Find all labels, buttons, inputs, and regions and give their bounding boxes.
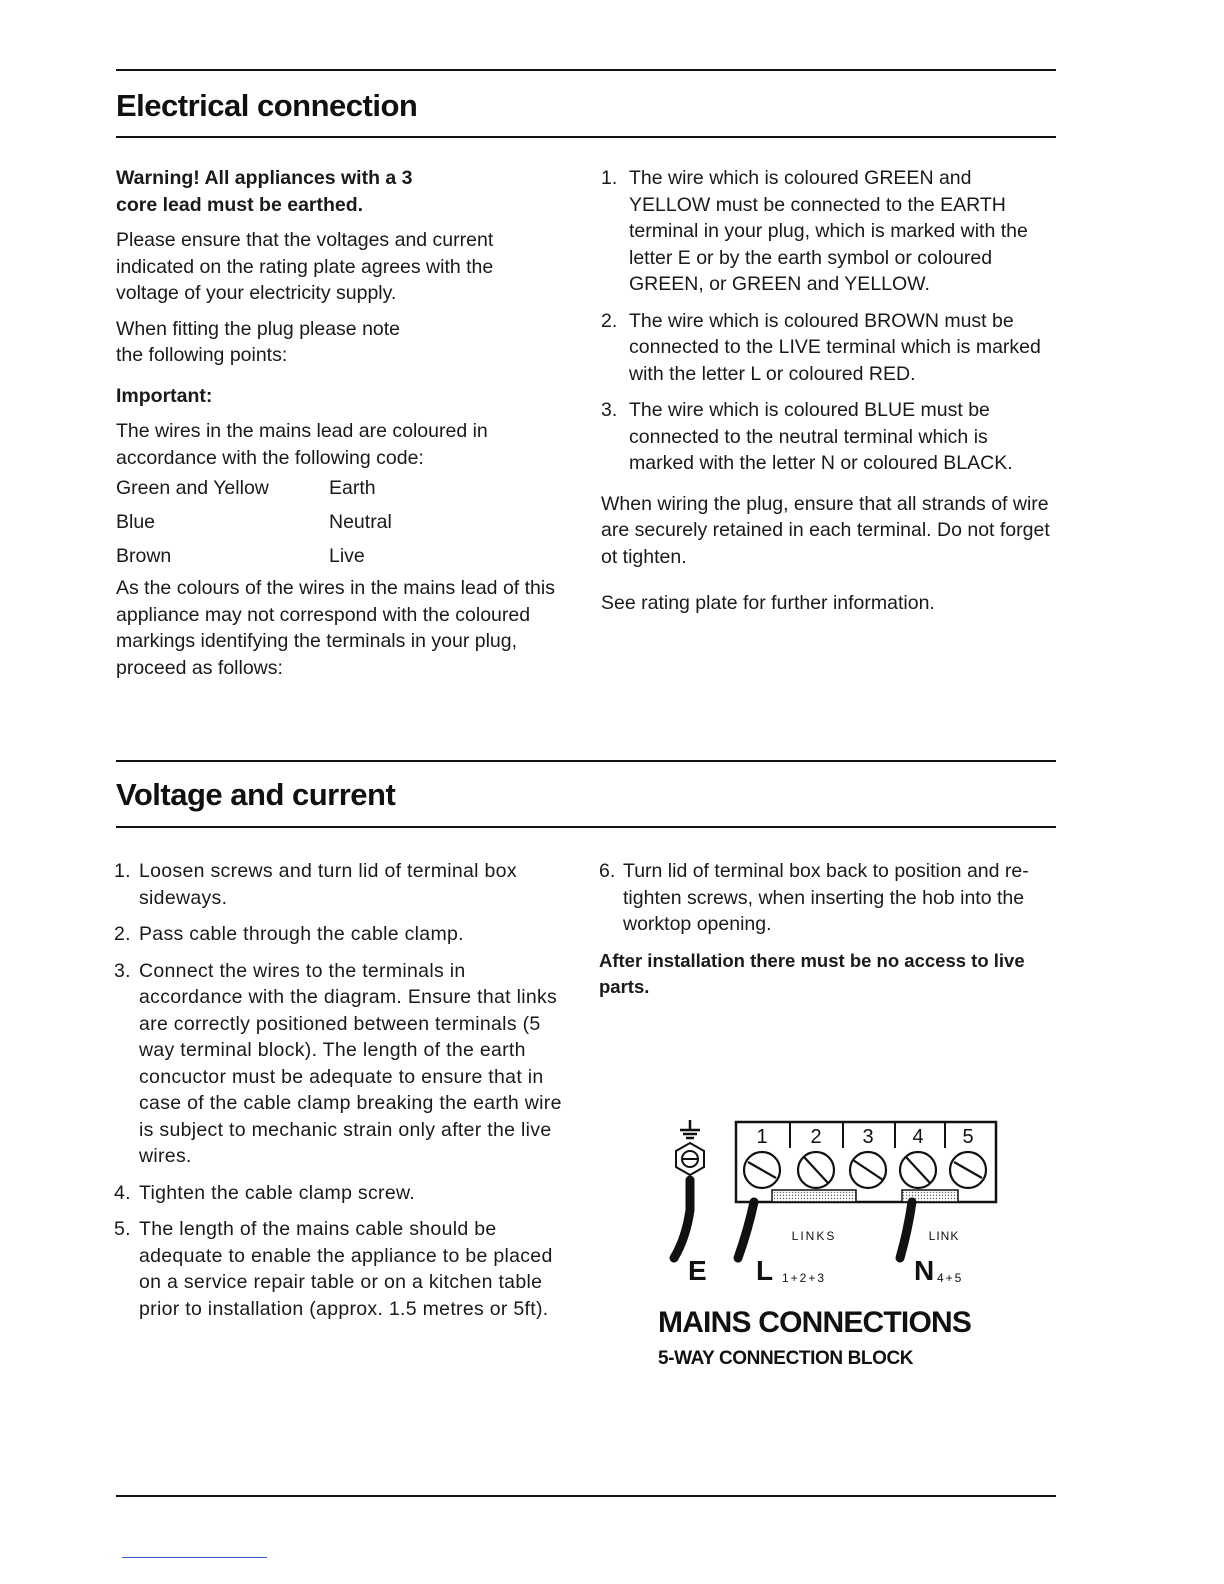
list-item: [601, 397, 1056, 477]
colour-code-row: [116, 539, 556, 573]
diagram-subtitle: 5-WAY CONNECTION BLOCK: [658, 1348, 914, 1369]
step-number: 4.: [114, 1181, 131, 1204]
strands-paragraph: When wiring the plug, ensure that all strands of wire are securely retained in each terminal. Do not forget ot tighten.: [601, 492, 1050, 568]
voltage-paragraph: Please ensure that the voltages and current indicated on the rating plate agrees with the voltage of your electricity supply.: [116, 229, 494, 304]
footer-line: [122, 1557, 267, 1558]
colour-meaning: Live: [329, 544, 365, 567]
voltage-left-column: [114, 858, 564, 1332]
colour-name: Blue: [116, 510, 156, 533]
electrical-left-column: [116, 165, 556, 690]
installation-steps-list-continued: [599, 858, 1039, 938]
neutral-wire: [900, 1202, 912, 1258]
step-text: Turn lid of terminal box back to position and re-tighten screws, when inserting the hob into the worktop opening.: [623, 860, 1029, 935]
live-letter: L: [756, 1255, 774, 1286]
safety-note: After installation there must be no access to live parts.: [599, 949, 1025, 997]
section-title-electrical-connection: Electrical connection: [116, 88, 418, 123]
rating-plate-paragraph: See rating plate for further information.: [601, 592, 935, 614]
warning-text: Warning! All appliances with a 3 core lead must be earthed.: [116, 167, 413, 216]
colour-name: Green and Yellow: [116, 476, 269, 499]
terminal-screw-icon: [744, 1152, 780, 1188]
neutral-letter: N: [914, 1255, 935, 1286]
step-number: 3.: [601, 399, 618, 421]
list-item: [114, 1216, 564, 1322]
link-bar: [772, 1190, 856, 1202]
colours-paragraph: As the colours of the wires in the mains lead of this appliance may not correspond with the coloured markings identifying the terminals in your plug, proceed as follows:: [116, 577, 555, 679]
step-number: 5.: [114, 1218, 131, 1240]
colour-name: Brown: [116, 544, 172, 567]
list-item: [114, 921, 564, 948]
step-text: Connect the wires to the terminals in accordance with the diagram. Ensure that links are correctly positioned between terminals (5 way terminal block). The length of the earth concuctor must be adequate to ensure that in case of the cable clamp breaking the earth wire is subject to mechanic strain only after the live wires.: [139, 959, 562, 1167]
neutral-subscript: 4+5: [937, 1271, 964, 1285]
installation-steps-list: [114, 858, 564, 1322]
step-number: 1.: [114, 860, 131, 882]
step-text: The length of the mains cable should be adequate to enable the appliance to be placed on a service repair table or on a kitchen table prior to installation (approx. 1.5 metres or 5ft).: [139, 1218, 553, 1320]
live-subscript: 1+2+3: [782, 1271, 827, 1285]
top-rule: [116, 69, 1056, 71]
important-label: Important:: [116, 384, 213, 407]
colour-meaning: Neutral: [329, 510, 392, 533]
terminal-screw-icon: [850, 1152, 886, 1188]
voltage-right-column: [599, 858, 1039, 1010]
colour-code-table: [116, 471, 556, 573]
wires-paragraph: The wires in the mains lead are coloured in accordance with the following code:: [116, 420, 488, 469]
step-text: Pass cable through the cable clamp.: [139, 923, 464, 945]
links-label: LINKS: [791, 1229, 837, 1243]
bottom-rule: [116, 1495, 1056, 1497]
section-rule: [116, 826, 1056, 828]
terminal-screw-icon: [798, 1152, 834, 1188]
step-text: The wire which is coloured BROWN must be connected to the LIVE terminal which is marked with the letter L or coloured RED.: [629, 309, 1041, 385]
earth-symbol-icon: [680, 1120, 700, 1138]
section-title-voltage-and-current: Voltage and current: [116, 777, 396, 812]
terminal-label: 5: [962, 1126, 974, 1148]
list-item: [601, 308, 1056, 388]
step-text: The wire which is coloured GREEN and YELLOW must be connected to the EARTH terminal in your plug, which is marked with the letter E or by the earth symbol or coloured GREEN, or GREEN and YELLOW.: [629, 167, 1028, 295]
terminal-screw-icon: [900, 1152, 936, 1188]
list-item: [114, 1180, 564, 1207]
live-wire: [738, 1202, 754, 1258]
colour-code-row: [116, 505, 556, 539]
terminal-label: 1: [756, 1126, 768, 1148]
step-text: Loosen screws and turn lid of terminal box sideways.: [139, 860, 517, 909]
step-text: Tighten the cable clamp screw.: [139, 1181, 415, 1204]
list-item: [114, 858, 564, 911]
earth-screw-icon: [676, 1143, 704, 1175]
step-number: 1.: [601, 167, 618, 189]
wiring-steps-list: [601, 165, 1056, 477]
list-item: [599, 858, 1039, 938]
terminal-label: 2: [810, 1126, 822, 1148]
list-item: [601, 165, 1056, 298]
terminal-label: 4: [912, 1126, 924, 1148]
section-rule: [116, 136, 1056, 138]
colour-code-row: [116, 471, 556, 505]
link-label: LINK: [928, 1229, 960, 1243]
step-number: 3.: [114, 959, 131, 982]
diagram-title: MAINS CONNECTIONS: [658, 1306, 972, 1339]
plug-paragraph: When fitting the plug please note the following points:: [116, 317, 401, 366]
step-number: 2.: [114, 923, 131, 945]
electrical-right-column: [601, 165, 1056, 626]
earth-wire: [674, 1180, 690, 1258]
step-text: The wire which is coloured BLUE must be connected to the neutral terminal which is marked with the letter N or coloured BLACK.: [629, 399, 1013, 474]
earth-letter: E: [688, 1255, 707, 1286]
terminal-screw-icon: [950, 1152, 986, 1188]
step-number: 2.: [601, 309, 618, 332]
step-number: 6.: [599, 860, 616, 882]
list-item: [114, 958, 564, 1170]
terminal-label: 3: [862, 1126, 874, 1148]
colour-meaning: Earth: [329, 476, 376, 499]
mains-connection-diagram: [650, 1110, 1010, 1290]
section-rule: [116, 760, 1056, 762]
